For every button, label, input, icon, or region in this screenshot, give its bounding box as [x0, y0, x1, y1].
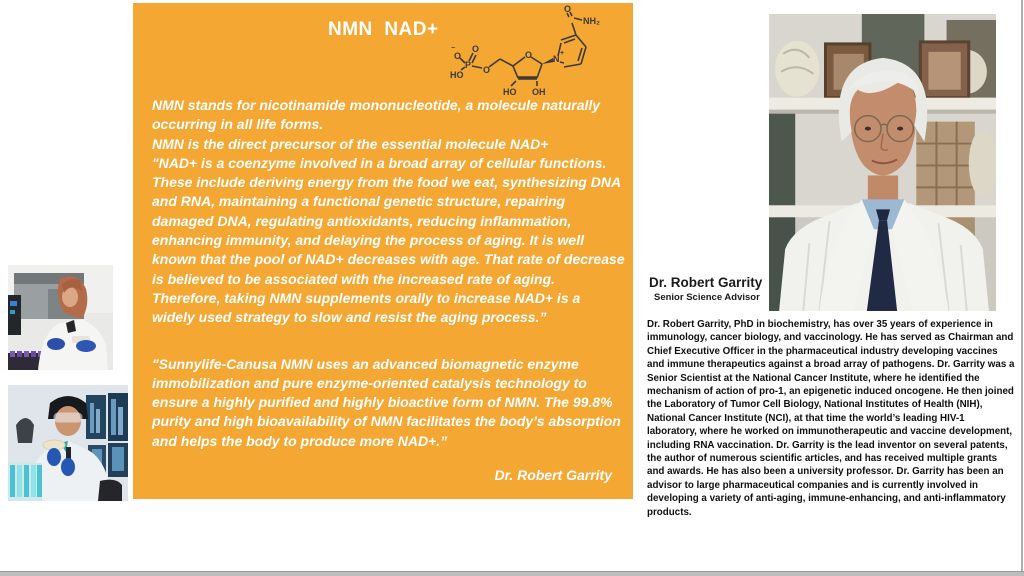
lab-photo-female-scientist [8, 265, 113, 370]
ho-phosphate-label: HO [450, 70, 464, 80]
advisor-role: Senior Science Advisor [654, 292, 760, 303]
panel-title: NMN NAD+ [328, 19, 439, 40]
sunnylife-quote: "Sunnylife-Canusa NMN uses an advanced biomagnetic enzyme immobilization and pure enzyme-oriented catalysis technology to ensure a highly purified and highly bioactive form of NMN. The 99.8% purity and high bioavailability of NMN facilitates the body’s absorption and helps the body to produce more NAD+.” [152, 355, 621, 449]
o-ring-label: O [525, 50, 533, 60]
oh-ribose-label: OH [532, 87, 546, 97]
panel-body-text [152, 96, 626, 485]
advisor-name: Dr. Robert Garrity [649, 275, 763, 290]
o-double-label: O [472, 44, 480, 54]
window-right-edge [1021, 0, 1023, 576]
ho-ribose-label: HO [503, 87, 517, 97]
o-ester-label: O [483, 65, 491, 75]
n-label: N [553, 54, 560, 64]
charge-plus-label: + [560, 50, 565, 57]
lab-photo-female-scientist-image [8, 265, 113, 370]
lab-photo-male-scientist [8, 385, 128, 501]
quote-attribution: Dr. Robert Garrity [494, 467, 612, 484]
nad-quote: "NAD+ is a coenzyme involved in a broad array of cellular functions. These include deriving energy from the food we eat, synthesizing DNA and RNA, maintaining a functional genetic structure, repairing damaged DNA, regulating antioxidants, reducing inflammation, enhancing immunity, and delaying the process of aging. It is well known that the pool of NAD+ decreases with age. That rate of decrease is believed to be associated with the increased rate of aging. Therefore, taking NMN supplements orally to increase NAD+ is a widely used strategy to slow and resist the aging process.” [152, 154, 625, 326]
advisor-photo-image [769, 14, 996, 311]
advisor-bio: Dr. Robert Garrity, PhD in biochemistry, has over 35 years of experience in immunology, cancer biology, and vaccinology. He has served as Chairman and Chief Executive Officer in the pharmaceutical industry developing vaccines and immune therapeutics against a broad array of pathogens. Dr. Garrity was a Senior Scientist at the National Cancer Institute, where he identified the mechanism of action of pro-1, an epigenetic induced oncogene. He then joined the Laboratory of Tumor Cell Biology, National Institutes of Health (NIH), National Cancer Institute (NCI), at that time the world’s leading HIV-1 laboratory, where he worked on immunotherapeutic and vaccine development, including RNA vaccination. Dr. Garrity is the lead inventor on several patents, the author of numerous scientific articles, and has received multiple grants and awards. He has also been a university professor. Dr. Garrity has been an advisor to large pharmaceutical companies and is currently involved in developing a variety of anti-aging, immune-enhancing, and anti-inflammatory products. [647, 319, 1015, 518]
window-bottom-edge [0, 571, 1024, 576]
lab-photo-male-scientist-image [8, 385, 128, 501]
intro-line-2: NMN is the direct precursor of the essential molecule NAD+ [152, 135, 549, 152]
intro-line-1: NMN stands for nicotinamide mononucleotide, a molecule naturally occurring in all life forms. [152, 97, 601, 133]
p-label: P [465, 60, 472, 70]
o-carbonyl-label: O [564, 4, 572, 14]
o-phosphate-label: O [454, 51, 462, 61]
nh2-label: NH₂ [583, 16, 600, 26]
advisor-photo [769, 14, 996, 311]
nmn-molecule-structure [437, 4, 629, 108]
charge-minus-label: − [451, 45, 456, 52]
nmn-panel [133, 3, 633, 499]
